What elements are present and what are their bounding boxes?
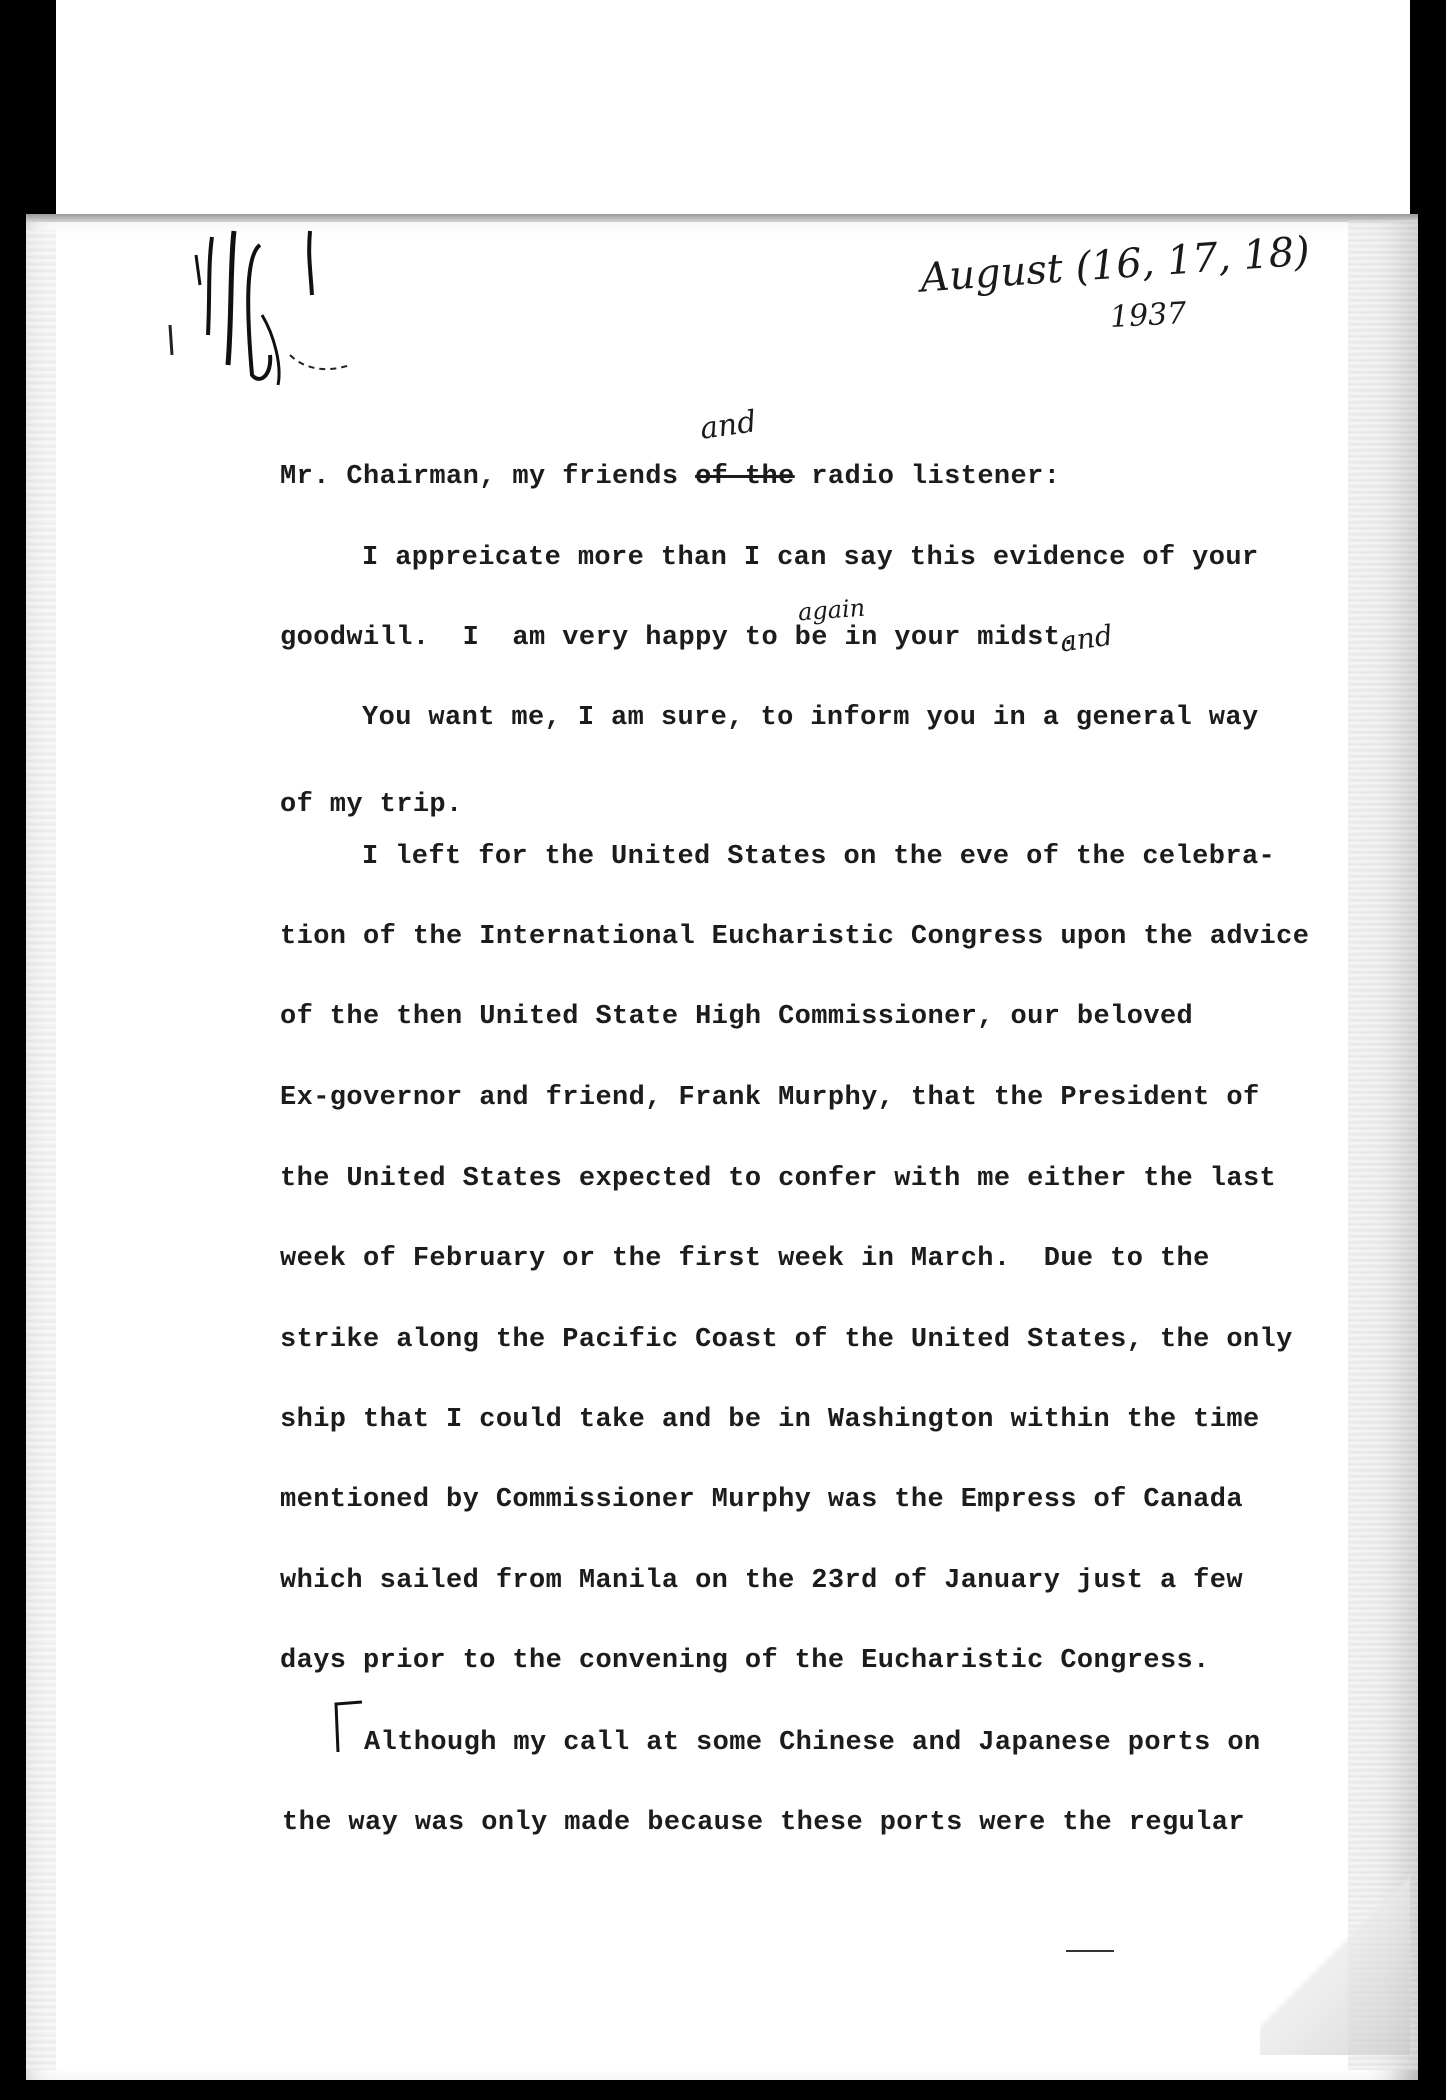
text-line: of the then United State High Commissioner, our beloved bbox=[280, 1002, 1194, 1032]
text-line: I left for the United States on the eve of the celebra- bbox=[362, 842, 1276, 872]
text-line: days prior to the convening of the Eucharistic Congress. bbox=[280, 1646, 1210, 1676]
folded-corner bbox=[1260, 1855, 1410, 2055]
text-line: ship that I could take and be in Washington within the time bbox=[280, 1405, 1260, 1435]
handwritten-insert: again bbox=[797, 593, 867, 627]
text-line: the United States expected to confer with me either the last bbox=[280, 1164, 1277, 1194]
handwritten-date-text: August (16, 17, 18) bbox=[918, 228, 1312, 302]
text-line: Ex-governor and friend, Frank Murphy, that the President of bbox=[280, 1083, 1260, 1113]
text-line: mentioned by Commissioner Murphy was the Empress of Canada bbox=[280, 1485, 1243, 1515]
handwritten-insert: and bbox=[1057, 618, 1115, 659]
text-line: strike along the Pacific Coast of the United States, the only bbox=[280, 1325, 1293, 1355]
right-edge-texture bbox=[1348, 220, 1418, 2070]
text-line: which sailed from Manila on the 23rd of January just a few bbox=[280, 1566, 1243, 1596]
salutation-before: Mr. Chairman, my friends bbox=[280, 462, 679, 492]
handwritten-year: 1937 bbox=[1109, 296, 1188, 335]
text-line: tion of the International Eucharistic Congress upon the advice bbox=[280, 922, 1310, 952]
left-edge-texture bbox=[26, 230, 56, 2070]
salutation-after: radio listener: bbox=[794, 462, 1061, 492]
text-line: I appreicate more than I can say this evidence of your bbox=[362, 543, 1259, 573]
handwritten-date bbox=[920, 230, 1360, 350]
underlying-sheet bbox=[56, 0, 1410, 230]
handwritten-initials bbox=[150, 225, 390, 415]
text-line: goodwill. I am very happy to be in your midst. bbox=[280, 623, 1077, 653]
text-line: Although my call at some Chinese and Japanese ports on bbox=[364, 1728, 1261, 1758]
front-sheet bbox=[26, 222, 1418, 2080]
page-dash-mark bbox=[1066, 1950, 1114, 1952]
text-line: week of February or the first week in March. Due to the bbox=[280, 1244, 1210, 1274]
struck-text: of the bbox=[695, 462, 795, 492]
text-line: the way was only made because these ports were the regular bbox=[282, 1808, 1245, 1838]
handwritten-insert: and bbox=[697, 404, 759, 447]
text-line: You want me, I am sure, to inform you in a general way bbox=[362, 703, 1259, 733]
text-line: of my trip. bbox=[280, 790, 463, 820]
salutation-line bbox=[280, 462, 1060, 492]
bracket-mark bbox=[330, 1698, 370, 1758]
